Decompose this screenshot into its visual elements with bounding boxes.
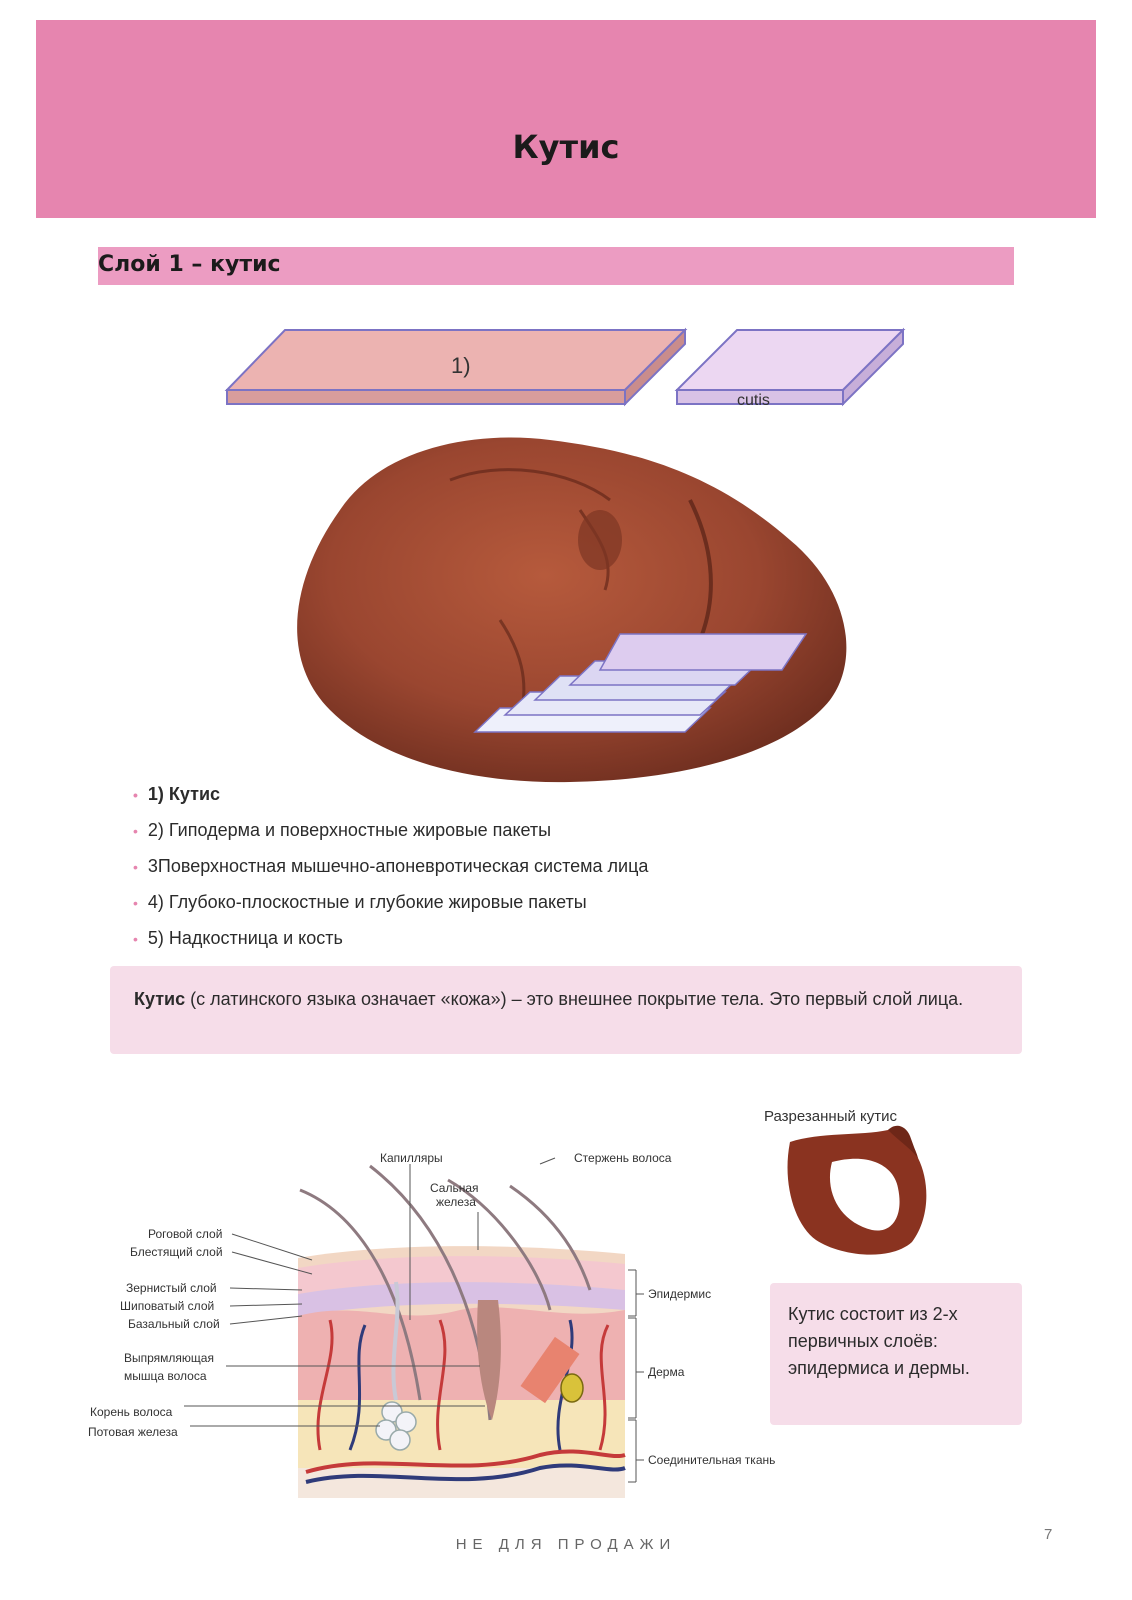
label-stratum-basale: Базальный слой bbox=[128, 1317, 220, 1331]
side-note-box bbox=[770, 1283, 1022, 1425]
label-stratum-corneum: Роговой слой bbox=[148, 1227, 223, 1241]
slab-small-label: cutis bbox=[737, 392, 770, 409]
page-title: Кутис bbox=[512, 128, 620, 166]
label-stratum-lucidum: Блестящий слой bbox=[130, 1245, 223, 1259]
page-number: 7 bbox=[1044, 1526, 1053, 1543]
definition-term: Кутис bbox=[134, 989, 186, 1009]
label-stratum-spinosum: Шиповатый слой bbox=[120, 1299, 215, 1313]
section-bar bbox=[98, 247, 1014, 285]
footer-text: НЕ ДЛЯ ПРОДАЖИ bbox=[455, 1536, 677, 1553]
label-dermis: Дерма bbox=[648, 1365, 685, 1379]
header-band bbox=[36, 20, 1096, 218]
label-epidermis: Эпидермис bbox=[648, 1287, 712, 1301]
label-capillaries: Капилляры bbox=[380, 1151, 443, 1165]
skin-cross-section-diagram bbox=[80, 1150, 776, 1520]
list-item: • 5) Надкостница и кость bbox=[133, 928, 343, 948]
label-sweat-gland: Потовая железа bbox=[88, 1425, 178, 1439]
list-item: • 4) Глубоко-плоскостные и глубокие жировые пакеты bbox=[133, 892, 587, 912]
side-note-text: Кутис состоит из 2-х первичных слоёв: эпидермиса и дермы. bbox=[788, 1304, 970, 1378]
label-arrector-line1: Выпрямляющая bbox=[124, 1351, 214, 1365]
label-hair-shaft: Стержень волоса bbox=[574, 1151, 672, 1165]
section-title: Слой 1 – кутис bbox=[98, 252, 281, 277]
label-hair-root: Корень волоса bbox=[90, 1405, 173, 1419]
label-arrector-line2: мышца волоса bbox=[124, 1369, 207, 1383]
list-item: • 1) Кутис bbox=[133, 784, 221, 804]
cut-cutis-label: Разрезанный кутис bbox=[764, 1108, 898, 1125]
label-sebaceous-line1: Сальная bbox=[430, 1181, 479, 1195]
list-item: • 2) Гиподерма и поверхностные жировые пакеты bbox=[133, 820, 552, 840]
list-item: • 3Поверхностная мышечно-апоневротическая система лица bbox=[133, 856, 649, 876]
definition-box bbox=[110, 966, 1022, 1054]
face-illustration bbox=[270, 430, 870, 790]
label-connective: Соединительная ткань bbox=[648, 1453, 776, 1467]
cut-cutis-image bbox=[780, 1122, 950, 1262]
definition-text: Кутис (с латинского языка означает «кожа») – это внешнее покрытие тела. Это первый слой лица. bbox=[134, 989, 964, 1009]
layers-list bbox=[133, 782, 648, 962]
slab-big-label: 1) bbox=[451, 353, 471, 378]
layer-slabs-illustration bbox=[225, 328, 925, 418]
label-stratum-granulosum: Зернистый слой bbox=[126, 1281, 217, 1295]
label-sebaceous-line2: железа bbox=[436, 1195, 476, 1209]
